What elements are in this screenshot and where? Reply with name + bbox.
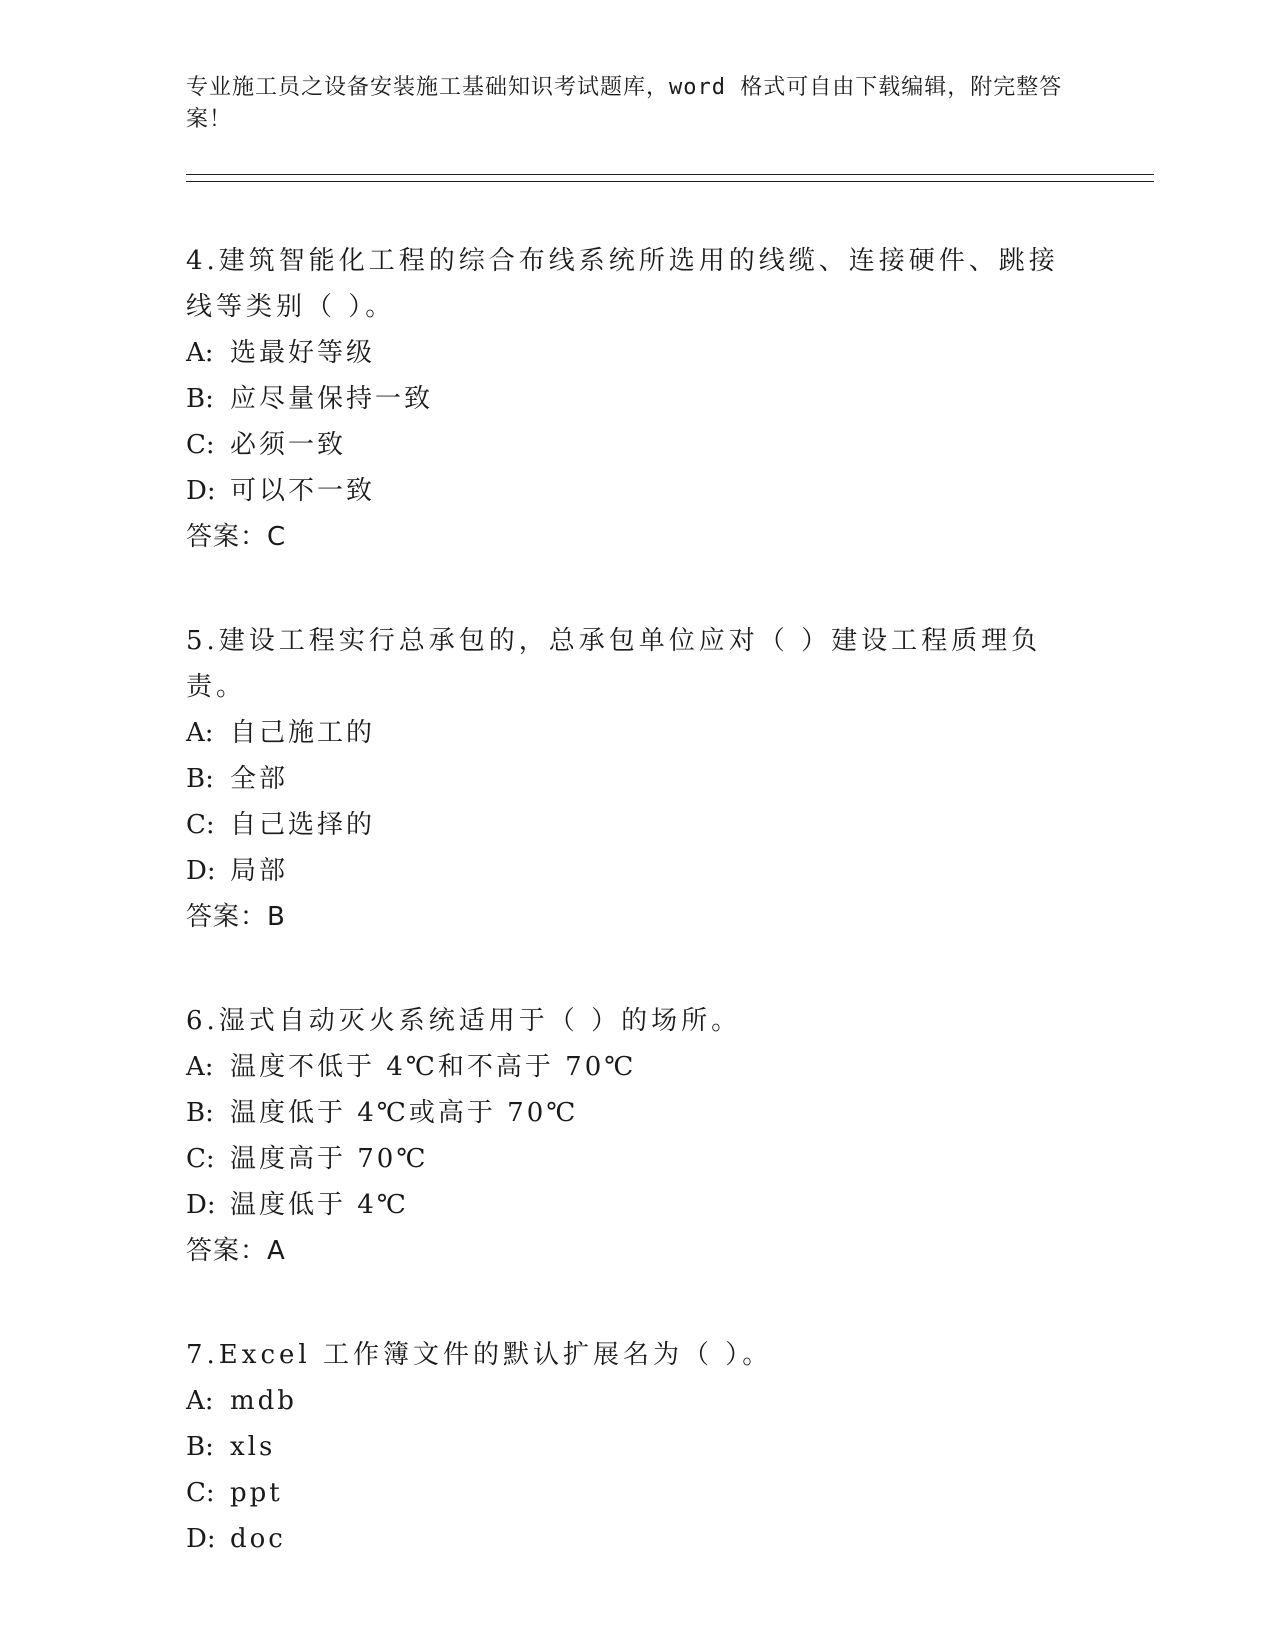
option-c (186, 802, 1066, 848)
option-c (186, 1470, 1066, 1516)
option-letter: B: (186, 384, 214, 414)
option-letter: B: (186, 1098, 214, 1128)
document-header: 专业施工员之设备安装施工基础知识考试题库，word 格式可自由下载编辑，附完整答案！ (186, 75, 1063, 132)
option-text: 局部 (230, 856, 289, 886)
document-page (186, 72, 1154, 1562)
option-letter: D: (186, 476, 216, 506)
question-7 (186, 1332, 1066, 1562)
option-a (186, 1378, 1066, 1424)
question-stem: 4.建筑智能化工程的综合布线系统所选用的线缆、连接硬件、跳接线等类别（ ）。 (186, 246, 1059, 322)
answer-line: 答案：C (186, 522, 287, 552)
option-text: 应尽量保持一致 (230, 384, 434, 414)
option-text: 选最好等级 (230, 338, 376, 368)
option-c (186, 422, 1066, 468)
option-b (186, 1090, 1066, 1136)
option-text: doc (230, 1524, 286, 1554)
option-d (186, 848, 1066, 894)
option-text: 温度高于 70℃ (230, 1144, 429, 1174)
option-text: xls (230, 1432, 276, 1462)
answer-line: 答案：B (186, 902, 286, 932)
option-a (186, 1044, 1066, 1090)
question-stem: 6.湿式自动灭火系统适用于（ ）的场所。 (186, 1006, 742, 1036)
option-text: 自己选择的 (230, 810, 376, 840)
question-6 (186, 998, 1066, 1274)
option-letter: B: (186, 764, 214, 794)
option-letter: D: (186, 856, 216, 886)
option-d (186, 1516, 1066, 1562)
option-letter: A: (186, 718, 214, 748)
option-letter: C: (186, 1144, 215, 1174)
option-text: 温度低于 4℃ (230, 1190, 409, 1220)
option-letter: B: (186, 1432, 214, 1462)
option-d (186, 1182, 1066, 1228)
option-text: 必须一致 (230, 430, 347, 460)
option-b (186, 756, 1066, 802)
option-text: 可以不一致 (230, 476, 376, 506)
option-d (186, 468, 1066, 514)
question-5 (186, 618, 1066, 940)
option-letter: C: (186, 810, 215, 840)
option-text: 自己施工的 (230, 718, 376, 748)
option-letter: A: (186, 1386, 214, 1416)
option-b (186, 376, 1066, 422)
option-b (186, 1424, 1066, 1470)
option-letter: D: (186, 1190, 216, 1220)
header-double-rule (186, 174, 1154, 182)
answer-line: 答案：A (186, 1236, 286, 1266)
question-stem: 5.建设工程实行总承包的，总承包单位应对（ ）建设工程质理负责。 (186, 626, 1042, 702)
option-letter: C: (186, 430, 215, 460)
option-a (186, 330, 1066, 376)
option-c (186, 1136, 1066, 1182)
option-letter: A: (186, 338, 214, 368)
option-text: 温度低于 4℃或高于 70℃ (230, 1098, 579, 1128)
option-text: 全部 (230, 764, 289, 794)
option-a (186, 710, 1066, 756)
option-letter: D: (186, 1524, 216, 1554)
option-text: ppt (230, 1478, 283, 1508)
option-letter: C: (186, 1478, 215, 1508)
option-text: mdb (230, 1386, 297, 1416)
question-stem: 7.Excel 工作簿文件的默认扩展名为（ ）。 (186, 1340, 773, 1370)
option-text: 温度不低于 4℃和不高于 70℃ (230, 1052, 637, 1082)
question-4 (186, 238, 1066, 560)
option-letter: A: (186, 1052, 214, 1082)
